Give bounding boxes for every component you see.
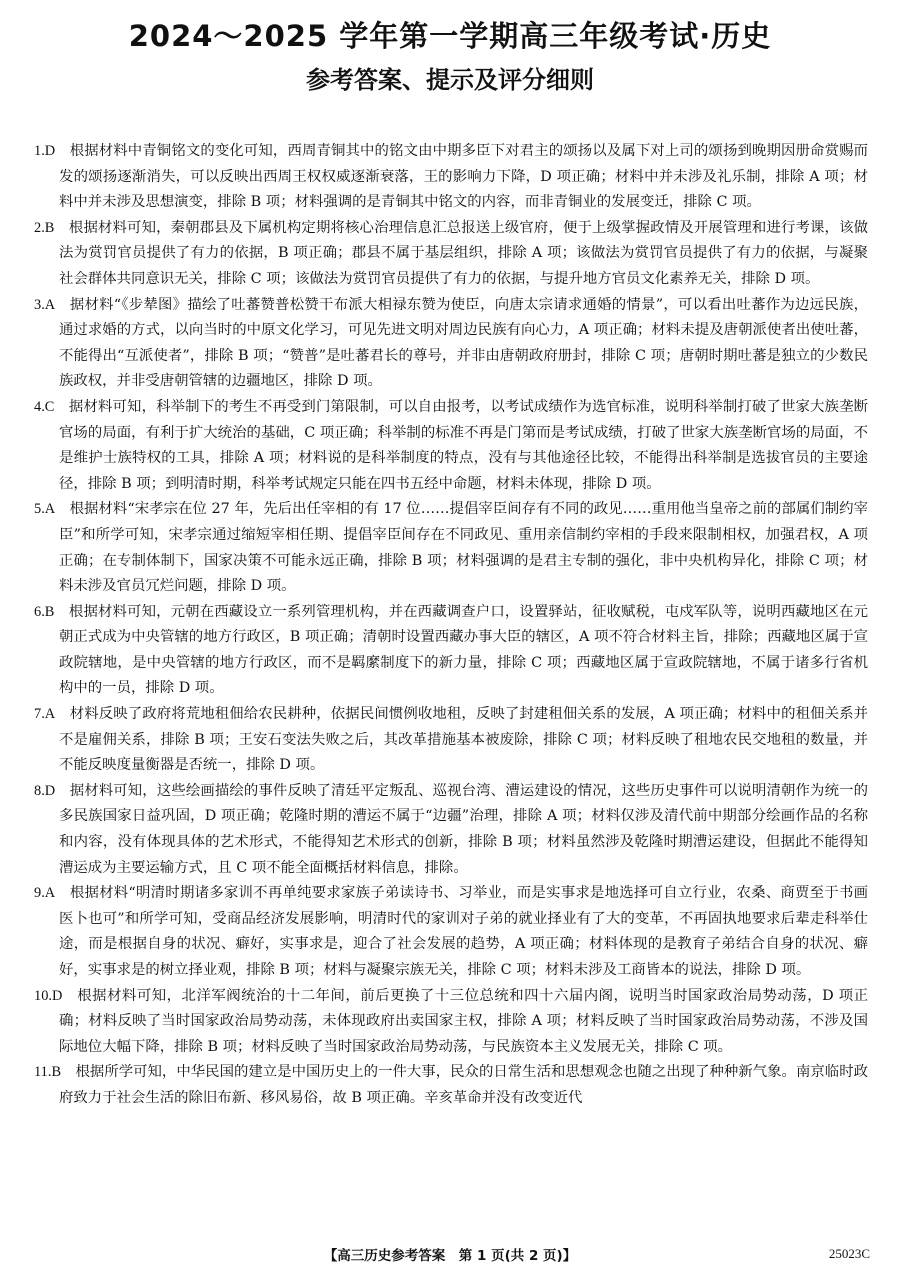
answer-text: 据材料可知，科举制下的考生不再受到门第限制，可以自由报考，以考试成绩作为选官标准，说明科举制打破了世家大族垄断官场的局面，有利于扩大统治的基础，C 项正确；科举制的标准不再是门第而是考试成绩，打破了世家大族垄断官场的局面，不是维护士族特权的工具，排除 A 项；材料说的是科举制度的特点，没有与其他途径比较，不能得出科举制是选拔官员的主要途径，排除 B 项；到明清时期，科举考试规定只能在四书五经中命题，材料未体现，排除 D 项。 <box>59 398 868 492</box>
answer-label: 11.B <box>34 1064 62 1081</box>
page-footer <box>0 1242 900 1266</box>
answer-label: 2.B <box>34 219 55 236</box>
answer-item <box>34 600 868 702</box>
answer-item <box>34 395 868 497</box>
page-title: 2024～2025 学年第一学期高三年级考试·历史 <box>128 19 772 53</box>
answer-text: 材料反映了政府将荒地租佃给农民耕种，依据民间惯例收地租，反映了封建租佃关系的发展，A 项正确；材料中的租佃关系并不是雇佣关系，排除 B 项；王安石变法失败之后，其改革措施基本被废除，排除 C 项；材料反映了租地农民交地租的数量，并不能反映度量衡器是否统一，排除 D 项。 <box>59 706 868 774</box>
answer-list <box>34 139 868 1112</box>
answer-text: 根据材料“宋孝宗在位 27 年，先后出任宰相的有 17 位……提倡宰臣间存有不同的政见……重用他当皇帝之前的部属们制约宰臣”和所学可知，宋孝宗通过缩短宰相任期、提倡宰臣间存在不同政见、重用亲信制约宰相的手段来限制相权，加强君权，A 项正确；在专制体制下，国家决策不可能永远正确，排除 B 项；材料强调的是君主专制的强化，非中央机构异化，排除 C 项；材料未涉及官员冗烂问题，排除 D 项。 <box>59 501 868 595</box>
answer-text: 根据材料可知，秦朝郡县及下属机构定期将核心治理信息汇总报送上级官府，便于上级掌握政情及开展管理和进行考课，该做法为赏罚官员提供了有力的依据，B 项正确；郡县不属于基层组织，排除 A 项；该做法为赏罚官员提供了有力的依据，与凝聚社会群体共同意识无关，排除 C 项；该做法为赏罚官员提供了有力的依据，与提升地方官员文化素养无关，排除 D 项。 <box>59 219 868 287</box>
answer-label: 4.C <box>34 398 55 415</box>
answer-label: 8.D <box>34 782 56 799</box>
answer-item <box>34 779 868 881</box>
answer-item <box>34 702 868 779</box>
answer-text: 据材料可知，这些绘画描绘的事件反映了清廷平定叛乱、巡视台湾、漕运建设的情况，这些历史事件可以说明清朝作为统一的多民族国家日益巩固，D 项正确；乾隆时期的漕运不属于“边疆”治理，排除 A 项；材料仅涉及清代前中期部分绘画作品的名称和内容，没有体现具体的艺术形式，不能得知艺术形式的创新，排除 B 项；材料虽然涉及乾隆时期漕运建设，但据此不能得知漕运成为主要运输方式，且 C 项不能全面概括材料信息，排除。 <box>59 782 868 876</box>
answer-item <box>34 497 868 599</box>
answer-text: 据材料“《步辇图》描绘了吐蕃赞普松赞干布派大相禄东赞为使臣，向唐太宗请求通婚的情景”，可以看出吐蕃作为边远民族，通过求婚的方式，以向当时的中原文化学习，可见先进文明对周边民族有向心力，A 项正确；材料未提及唐朝派使者出使吐蕃，不能得出“互派使者”，排除 B 项；“赞普”是吐蕃君长的尊号，并非由唐朝政府册封，排除 C 项；唐朝时期吐蕃是独立的少数民族政权，并非受唐朝管辖的边疆地区，排除 D 项。 <box>59 296 868 390</box>
answer-item <box>34 216 868 293</box>
answer-text: 根据材料“明清时期诸多家训不再单纯要求家族子弟读诗书、习举业，而是实事求是地选择可自立行业，农桑、商贾至于书画医卜也可”和所学可知，受商品经济发展影响，明清时代的家训对子弟的就业择业有了大的变革，不再固执地要求后辈走科举仕途，而是根据自身的状况、癖好，实事求是，迎合了社会发展的趋势，A 项正确；材料体现的是教育子弟结合自身的状况、癖好，实事求是的树立择业观，排除 B 项；材料与凝聚宗族无关，排除 C 项；材料未涉及工商皆本的说法，排除 D 项。 <box>59 885 868 978</box>
footer-doc-code: 25023C <box>828 1246 870 1261</box>
page-subtitle: 参考答案、提示及评分细则 <box>306 66 594 94</box>
answer-label: 6.B <box>34 603 55 620</box>
answer-label: 5.A <box>34 501 56 518</box>
answer-item <box>34 881 868 983</box>
answer-label: 3.A <box>34 296 56 313</box>
answer-label: 10.D <box>34 987 63 1004</box>
answer-label: 7.A <box>34 706 56 723</box>
footer-page-info: 【高三历史参考答案 第 1 页(共 2 页)】 <box>323 1248 577 1264</box>
answer-label: 9.A <box>34 885 56 902</box>
answer-item <box>34 293 868 395</box>
answer-text: 根据材料可知，元朝在西藏设立一系列管理机构，并在西藏调查户口，设置驿站，征收赋税，屯戍军队等，说明西藏地区在元朝正式成为中央管辖的地方行政区，B 项正确；清朝时设置西藏办事大臣的辖区，A 项不符合材料主旨，排除；西藏地区属于宣政院辖地，是中央管辖的地方行政区，而不是羁縻制度下的新力量，排除 C 项；西藏地区属于宣政院辖地，不属于诸多行省机构中的一员，排除 D 项。 <box>59 603 868 697</box>
answer-label: 1.D <box>34 143 56 159</box>
answer-item <box>34 984 868 1061</box>
answer-text: 根据材料中青铜铭文的变化可知，西周青铜其中的铭文由中期多臣下对君主的颂扬以及属下对上司的颂扬到晚期因册命赏赐而发的颂扬逐渐消失，可以反映出西周王权权威逐渐衰落，王的影响力下降，D 项正确；材料中并未涉及礼乐制，排除 A 项；材料中并未涉及思想演变，排除 B 项；材料强调的是青铜其中铭文的内容，而非青铜业的发展变迁，排除 C 项。 <box>59 143 868 211</box>
answer-item <box>34 1060 868 1111</box>
answer-text: 根据所学可知，中华民国的建立是中国历史上的一件大事，民众的日常生活和思想观念也随之出现了种种新气象。南京临时政府致力于社会生活的除旧布新、移风易俗，故 B 项正确。辛亥革命并没有改变近代 <box>59 1064 868 1106</box>
answer-item <box>34 139 868 216</box>
answer-text: 根据材料可知，北洋军阀统治的十二年间，前后更换了十三位总统和四十六届内阁，说明当时国家政治局势动荡，D 项正确；材料反映了当时国家政治局势动荡，未体现政府出卖国家主权，排除 A 项；材料反映了当时国家政治局势动荡，不涉及国际地位大幅下降，排除 B 项；材料反映了当时国家政治局势动荡，与民族资本主义发展无关，排除 C 项。 <box>59 987 868 1055</box>
